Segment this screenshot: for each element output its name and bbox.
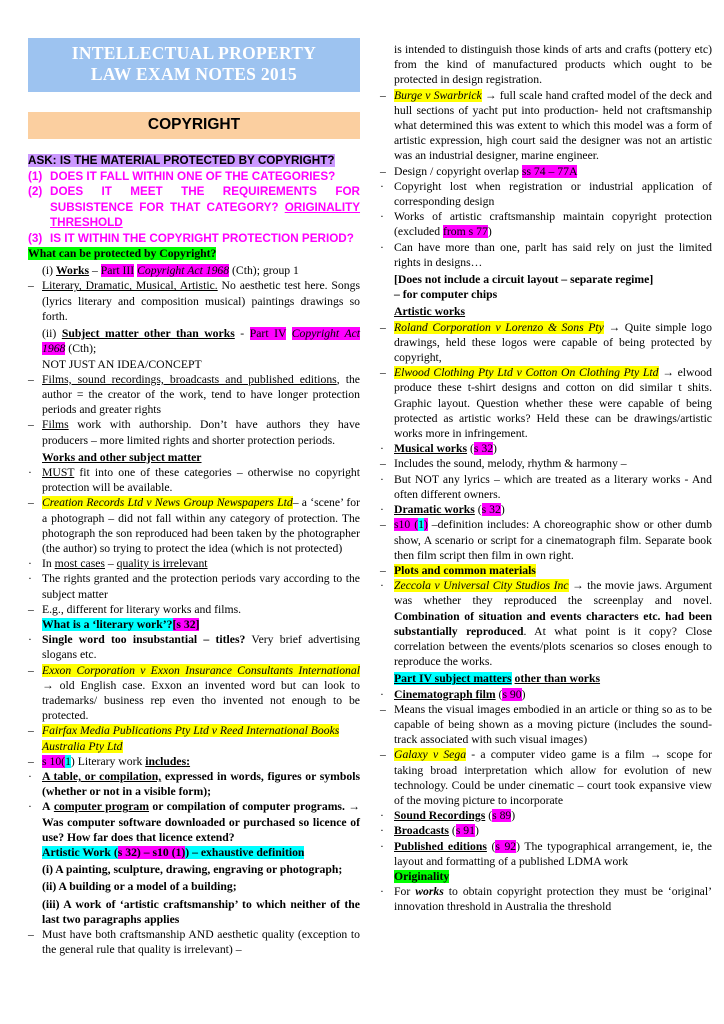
artistic-definition-ii-text: (ii) A building or a model of a building; xyxy=(42,880,237,894)
artistic-work-heading-row xyxy=(28,845,360,860)
dash-marker: – xyxy=(380,320,386,334)
document-title-line-1: INTELLECTUAL PROPERTY xyxy=(71,43,317,63)
bullet-marker: · xyxy=(28,769,32,783)
s10-ref-b: 1 xyxy=(65,754,71,768)
works-i-bold: Works xyxy=(55,264,90,278)
case-elwood xyxy=(380,365,712,441)
s10-ref-c: ) xyxy=(70,754,75,768)
cyan-heading-literary-work-row xyxy=(28,617,360,632)
heading-broadcasts-text: Broadcasts xyxy=(394,824,449,838)
question-marker-2: (2) xyxy=(28,185,43,199)
item-design-overlap xyxy=(380,164,712,179)
heading-musical-works: · Musical works (s 32) xyxy=(380,442,497,456)
heading-cinematograph-text: Cinematograph film xyxy=(394,687,496,701)
bullet-marker: · xyxy=(380,809,384,823)
heading-published-editions-ref: s 92 xyxy=(495,839,517,853)
s10-ref-a: s 10( xyxy=(42,754,66,768)
item-literary-rest: No aesthetic test here. Songs (lyrics literary and composition musical) paintings drawings so forth. xyxy=(42,279,360,323)
works-ii-dash: - xyxy=(240,327,245,341)
item-published-editions-text: The typographical arrangement, ie, the layout and formatting of a published LDMA work xyxy=(394,839,712,868)
question-text-2a: DOES IT MEET THE REQUIREMENTS FOR SUBSISTENCE FOR THAT CATEGORY? xyxy=(50,185,360,214)
item-most-cases-u2: quality is irrelevant xyxy=(116,557,208,571)
bullet-marker: · xyxy=(380,442,384,456)
case-burge xyxy=(380,88,712,164)
artistic-work-heading-c: ) – exhaustive definition xyxy=(185,846,305,859)
heading-artistic-works xyxy=(380,304,712,319)
case-galaxy xyxy=(380,747,712,808)
item-musical-1-text: Includes the sound, melody, rhythm & harmony – xyxy=(394,457,627,471)
s10-rest-pre: Literary work xyxy=(77,754,143,768)
heading-works-other-text: Works and other subject matter xyxy=(42,450,202,464)
heading-dramatic-works: · Dramatic works (s 32) xyxy=(380,503,505,517)
item-copyright-lost-text: Copyright lost when registration or industrial application of corresponding design xyxy=(394,179,712,209)
item-program-rest: or compilation of computer programs. → Was computer software downloaded or purchased so licence of use? How far does that licence extend? xyxy=(42,800,360,844)
heading-part-iv-rest: other than works xyxy=(514,672,601,686)
case-zeccola-bold: Combination of situation and events characters etc. had been substantially reproduced xyxy=(394,609,712,638)
item-musical-1 xyxy=(380,456,712,471)
case-exxon-name: Exxon Corporation v Exxon Insurance Consultants International xyxy=(42,663,360,677)
question-text-1: DOES IT FALL WITHIN ONE OF THE CATEGORIES? xyxy=(50,169,336,183)
item-films2-rest: work with authorship. Don’t have authors they have producers – more limited rights and shorter protection periods. xyxy=(42,418,360,447)
continuation-paragraph: is intended to distinguish those kinds of arts and crafts (pottery etc) from the kind of manufactured products which ought to be protected in design registration. xyxy=(394,43,712,87)
heading-plots xyxy=(380,563,712,578)
question-item-2 xyxy=(28,184,360,230)
item-works-craft-post: ) xyxy=(487,225,492,239)
question-item-3 xyxy=(28,231,360,246)
heading-dramatic-text: Dramatic works xyxy=(394,503,475,517)
heading-sound-recordings-text: Sound Recordings xyxy=(394,809,486,823)
item-most-cases-pre: In xyxy=(42,557,52,571)
artistic-work-heading-a: Artistic Work ( xyxy=(42,846,118,859)
item-dramatic-s10 xyxy=(380,517,712,563)
dash-marker: – xyxy=(28,602,34,616)
document-title-banner xyxy=(28,38,360,92)
green-heading-originality-row xyxy=(380,869,712,884)
dash-marker: – xyxy=(28,754,34,768)
case-zeccola xyxy=(380,578,712,669)
circuit-layout-note-b: – for computer chips xyxy=(394,288,498,302)
artistic-definition-i xyxy=(28,862,360,877)
case-creation-records xyxy=(28,495,360,556)
dash-marker: – xyxy=(380,366,386,380)
bullet-marker: · xyxy=(28,800,32,814)
item-eg-text: E.g., different for literary works and films. xyxy=(42,602,242,616)
item-works-craft-ref: from s 77 xyxy=(443,225,488,239)
works-ii-bold: Subject matter other than works xyxy=(61,327,235,341)
section-banner-copyright: COPYRIGHT xyxy=(28,112,360,139)
works-ii-line xyxy=(28,326,360,356)
bullet-marker: · xyxy=(28,633,32,647)
works-ii-part-ref: Part IV xyxy=(249,327,287,341)
heading-plots-text: Plots and common materials xyxy=(394,563,536,577)
works-i-prefix: (i) xyxy=(42,264,54,278)
green-heading-what-protected: What can be protected by Copyright? xyxy=(28,247,217,261)
bullet-marker: · xyxy=(380,210,384,224)
artistic-definition-i-text: (i) A painting, sculpture, drawing, engraving or photograph; xyxy=(42,863,343,877)
item-most-cases xyxy=(28,556,360,571)
item-films-published xyxy=(28,372,360,418)
item-must-rest: fit into one of these categories – otherwise no copyright protection will be available. xyxy=(42,465,360,495)
item-must-underlined: MUST xyxy=(42,465,75,479)
item-musical-2-text: But NOT any lyrics – which are treated as a literary works - And often different owners. xyxy=(394,472,712,501)
works-ii-tail: (Cth); xyxy=(68,342,97,356)
bullet-marker: · xyxy=(380,687,384,701)
heading-broadcasts: · Broadcasts (s 91) xyxy=(380,824,479,838)
item-single-word-bold: Single word too insubstantial – titles? xyxy=(42,633,246,647)
case-elwood-rest: → elwood produce these t-shirt designs and cotton on did similar t shits. Graphic layout. Question whether these were capable of being protected as artistic works? Held these can be drawings/artistic works more in infringement. xyxy=(394,366,712,441)
bullet-marker: · xyxy=(28,572,32,586)
heading-broadcasts-ref: s 91 xyxy=(455,824,475,838)
item-design-overlap-ref: ss 74 – 77A xyxy=(521,164,578,178)
case-zeccola-rest-b: . At what point is it copy? Close correlation between the events/plots scenarios so closes enough to reproduce the works. xyxy=(394,624,713,669)
item-literary-underlined: Literary, Dramatic, Musical, Artistic. xyxy=(42,279,218,293)
circuit-layout-note xyxy=(380,272,712,287)
item-eg-different xyxy=(28,602,360,617)
item-films2-underlined: Films xyxy=(42,418,69,432)
works-i-act-ref: Copyright Act 1968 xyxy=(137,264,230,278)
dash-marker: – xyxy=(28,663,34,677)
dash-marker: – xyxy=(28,496,34,510)
works-i-part-ref: Part III xyxy=(100,264,135,278)
not-just-idea: NOT JUST AN IDEA/CONCEPT xyxy=(42,357,202,371)
heading-works-other-subject-matter xyxy=(28,450,360,465)
case-zeccola-rest-a: → the movie jaws. Argument was whether they reproduced the screenplay and novel. xyxy=(394,579,712,608)
item-copyright-lost xyxy=(380,179,712,209)
item-rights-granted-text: The rights granted and the protection periods vary according to the subject matter xyxy=(42,572,360,601)
case-exxon-rest: → old English case. Exxon an invented word but can look to trademarks/ business rep even tho invented not enough to be protected. xyxy=(42,678,360,723)
heading-sound-recordings-ref: s 89 xyxy=(492,809,512,823)
bullet-marker: · xyxy=(380,824,384,838)
cyan-heading-literary-ref: [s 32] xyxy=(172,617,200,631)
ask-heading: ASK: IS THE MATERIAL PROTECTED BY COPYRIGHT? xyxy=(28,153,335,167)
heading-published-editions-text: Published editions xyxy=(394,839,487,853)
dash-marker: – xyxy=(28,928,34,942)
circuit-layout-note-b-row xyxy=(380,287,712,302)
artistic-definition-iii-text: (iii) A work of ‘artistic craftsmanship’ to which neither of the last two paragraphs applies xyxy=(42,897,360,926)
item-s10-literary-includes xyxy=(28,754,360,769)
heading-part-iv-hl: Part IV subject matters xyxy=(394,672,512,686)
heading-dramatic-ref: s 32 xyxy=(481,503,501,517)
question-marker-3: (3) xyxy=(28,231,43,245)
dash-marker: – xyxy=(28,372,34,386)
item-films-rest: , the author = the creator of the work, tend to have longer protection periods and greater rights xyxy=(42,372,360,417)
heading-musical-text: Musical works xyxy=(394,442,468,456)
item-program-pre: A xyxy=(42,800,51,814)
case-roland xyxy=(380,320,712,366)
works-ii-prefix: (ii) xyxy=(42,327,57,341)
item-most-cases-u1: most cases xyxy=(54,557,105,571)
item-films-underlined: Films, sound recordings, broadcasts and published editions xyxy=(42,372,337,386)
bullet-marker: · xyxy=(380,503,384,517)
heading-artistic-works-text: Artistic works xyxy=(394,305,466,319)
case-burge-name: Burge v Swarbrick xyxy=(394,88,482,102)
artistic-definition-iii xyxy=(28,897,360,927)
question-item-1 xyxy=(28,169,360,184)
green-heading-protected-row xyxy=(28,246,360,261)
dramatic-s10-rest: –definition includes: A choreographic show or other dumb show, A scenario or script for a cinematograph film. Separate book then film script then film in own right. xyxy=(394,518,712,562)
item-must-fit xyxy=(28,465,360,495)
bullet-marker: · xyxy=(380,179,384,193)
dash-marker: – xyxy=(380,702,386,716)
case-zeccola-name: Zeccola v Universal City Studios Inc xyxy=(394,579,569,593)
question-marker-1: (1) xyxy=(28,169,43,183)
question-text-2b: ORIGINALITY THRESHOLD xyxy=(50,200,361,230)
item-more-than-one xyxy=(380,240,712,270)
dash-marker: – xyxy=(380,748,386,762)
item-design-overlap-pre: Design / copyright overlap xyxy=(394,164,519,178)
heading-cinematograph-film: · Cinematograph film (s 90) xyxy=(380,687,526,701)
works-ii-act-ref: Copyright Act 1968 xyxy=(42,327,361,356)
bullet-marker: · xyxy=(380,240,384,254)
cyan-heading-literary-work: What is a ‘literary work’? xyxy=(42,617,173,631)
item-table-underlined: A table, or compilation, xyxy=(42,769,162,783)
dash-marker: – xyxy=(28,418,34,432)
bullet-marker: · xyxy=(380,579,384,593)
item-table-compilation xyxy=(28,769,360,799)
heading-part-iv-row xyxy=(380,671,712,686)
bullet-marker: · xyxy=(380,839,384,853)
item-cinematograph-text: Means the visual images embodied in an article or thing so as to be capable of being shown as a moving picture (includes the sound-track associated with such visual images) xyxy=(394,702,712,747)
dramatic-s10-b: 1 xyxy=(418,518,424,532)
item-single-word xyxy=(28,632,360,662)
right-column xyxy=(380,38,712,1024)
case-creation-records-rest: – a ‘scene’ for a photograph – did not fall within any category of protection. The photograph the son reproduced had been taken by the photographer (the author) so trying to protect the idea (which is not protected) xyxy=(42,496,360,555)
case-fairfax-name: Fairfax Media Publications Pty Ltd v Reed International Books Australia Pty Ltd xyxy=(42,724,340,753)
item-craftsmanship-text: Must have both craftsmanship AND aesthetic quality (exception to the general rule that quality is irrelevant) – xyxy=(42,928,360,957)
circuit-layout-note-a: [Does not include a circuit layout – separate regime] xyxy=(394,273,654,287)
item-rights-granted xyxy=(28,571,360,601)
item-single-word-rest: Very brief advertising slogans etc. xyxy=(42,633,360,662)
item-musical-2 xyxy=(380,472,712,502)
document-title-line-2: LAW EXAM NOTES 2015 xyxy=(90,64,298,85)
artistic-definition-ii xyxy=(28,879,360,894)
question-text-3: IS IT WITHIN THE COPYRIGHT PROTECTION PERIOD? xyxy=(50,231,354,245)
case-exxon xyxy=(28,663,360,724)
item-table-rest: expressed in words, figures or symbols (whether or not in a visible form); xyxy=(42,769,361,799)
item-originality-bold: works xyxy=(415,885,444,899)
item-more-than-one-text: Can have more than one, parlt has said rely on just the limited rights in designs… xyxy=(394,240,712,269)
artistic-work-heading-ref: s 32) – s10 (1) xyxy=(117,846,186,859)
item-computer-program xyxy=(28,799,360,845)
item-program-underlined: computer program xyxy=(53,800,150,814)
case-fairfax xyxy=(28,723,360,753)
question-text-2 xyxy=(50,184,360,230)
s10-rest-bold: includes: xyxy=(145,754,191,768)
dash-marker: – xyxy=(28,279,34,293)
bullet-marker: · xyxy=(28,465,32,479)
heading-sound-recordings: · Sound Recordings (s 89) xyxy=(380,809,516,823)
case-galaxy-rest: - a computer video game is a film → scope for taking broad interpretation which allow for evolution of new technology. Could be under cinematic – court took expansive view of the moving picture to incorporate xyxy=(394,748,713,807)
works-i-dash: – xyxy=(92,264,98,278)
dash-marker: – xyxy=(380,164,386,178)
heading-cinematograph-ref: s 90 xyxy=(502,687,522,701)
case-elwood-name: Elwood Clothing Pty Ltd v Cotton On Clothing Pty Ltd xyxy=(394,366,659,380)
item-originality-rest: to obtain copyright protection they must be ‘original’ innovation threshold in Australia the threshold xyxy=(394,885,713,914)
left-column xyxy=(28,38,360,1024)
dramatic-s10-c: ) xyxy=(423,518,428,532)
case-creation-records-name: Creation Records Ltd v News Group Newspapers Ltd xyxy=(42,496,293,510)
case-roland-rest: → Quite simple logo drawings, held these logos were capable of being protected by copyright, xyxy=(394,320,712,365)
bullet-marker: · xyxy=(380,472,384,486)
item-works-craftsmanship xyxy=(380,209,712,239)
heading-musical-ref: s 32 xyxy=(473,442,494,456)
dramatic-s10-a: s10 ( xyxy=(394,518,419,532)
item-originality xyxy=(380,884,712,914)
ask-heading-row xyxy=(28,153,360,168)
works-i-line xyxy=(28,263,360,278)
case-burge-rest: → full scale hand crafted model of the deck and hull sections of yacht put into production- held not craftsmanship what determined this was extent to which this model was a form of artistic expression, high court said the designer was not an artistic was an industrial designer, marine engineer. xyxy=(394,88,712,163)
bullet-marker: · xyxy=(28,557,32,571)
dash-marker: – xyxy=(380,88,386,102)
case-galaxy-name: Galaxy v Sega xyxy=(394,748,467,762)
case-roland-name: Roland Corporation v Lorenzo & Sons Pty xyxy=(394,320,604,334)
item-originality-pre: For xyxy=(394,885,411,899)
heading-published-editions: · Published editions (s 92) The typographical arrangement, ie, the layout and formatting of a published LDMA work xyxy=(380,839,712,868)
item-craftsmanship-aesthetic xyxy=(28,927,360,957)
green-heading-originality: Originality xyxy=(394,869,450,883)
dash-marker: – xyxy=(380,563,386,577)
item-cinematograph-definition xyxy=(380,702,712,748)
dash-marker: – xyxy=(380,457,386,471)
item-literary xyxy=(28,278,360,324)
works-i-tail: (Cth); group 1 xyxy=(232,264,299,278)
dash-marker: – xyxy=(28,724,34,738)
item-most-cases-mid: – xyxy=(107,557,114,571)
bullet-marker: · xyxy=(380,885,384,899)
item-works-craft-pre: Works of artistic craftsmanship maintain copyright protection (excluded xyxy=(394,210,712,239)
dash-marker: – xyxy=(380,518,386,532)
item-films-authorship xyxy=(28,417,360,447)
